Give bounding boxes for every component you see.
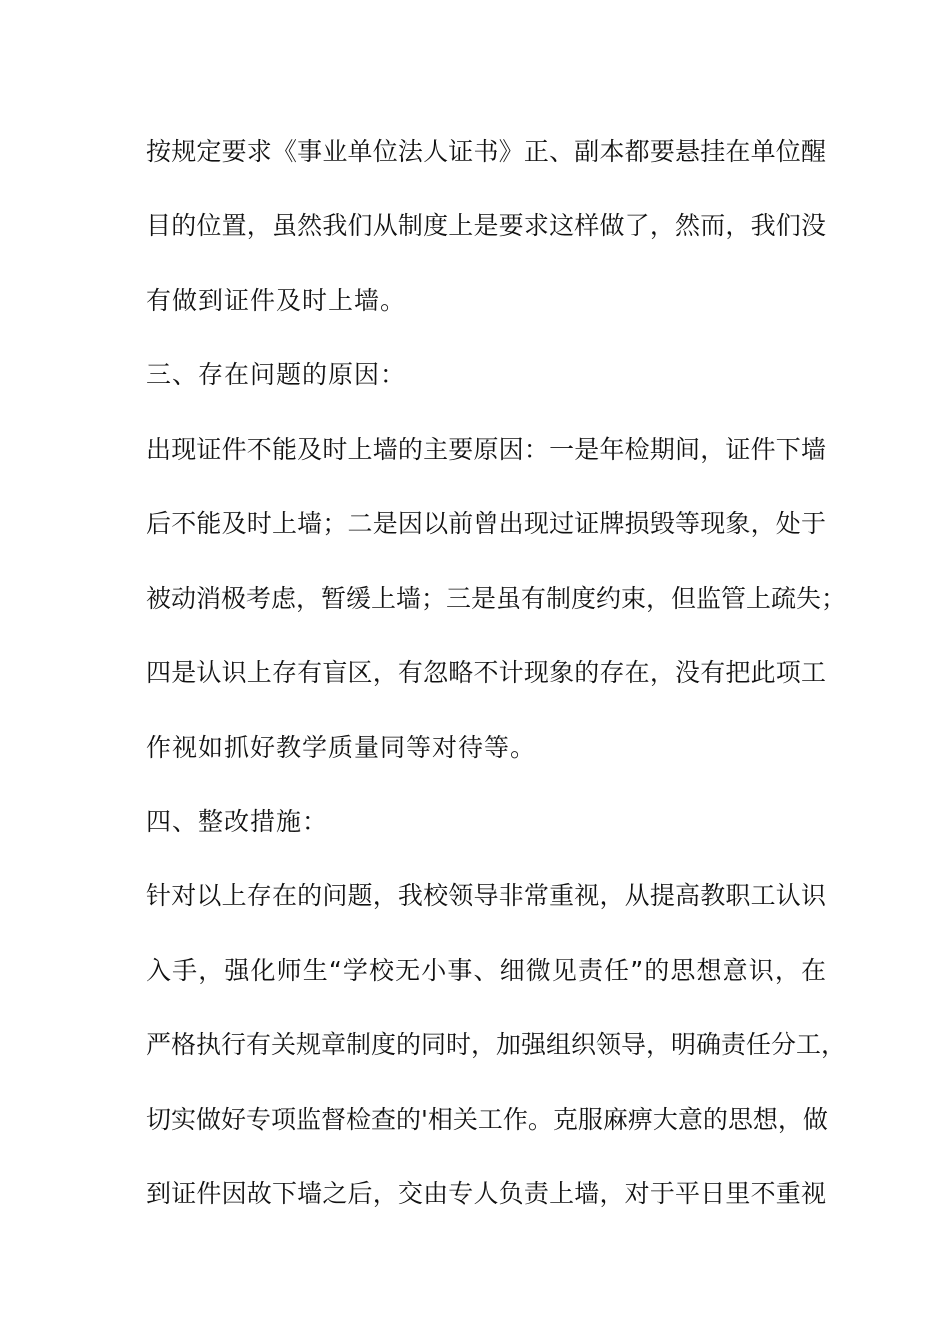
section-heading: 四、整改措施： — [146, 807, 329, 836]
text-line: 后不能及时上墙；二是因以前曾出现过证牌损毁等现象，处于 — [146, 509, 826, 538]
text-line: 切实做好专项监督检查的'相关工作。克服麻痹大意的思想，做 — [146, 1105, 828, 1134]
text-line: 针对以上存在的问题，我校领导非常重视，从提高教职工认识 — [146, 881, 826, 910]
text-line: 到证件因故下墙之后，交由专人负责上墙，对于平日里不重视 — [146, 1179, 826, 1208]
section-heading: 三、存在问题的原因： — [146, 360, 407, 389]
text-line: 严格执行有关规章制度的同时，加强组织领导，明确责任分工， — [146, 1030, 847, 1059]
text-line: 目的位置，虽然我们从制度上是要求这样做了，然而，我们没 — [146, 211, 826, 240]
text-line: 有做到证件及时上墙。 — [146, 286, 407, 315]
text-line: 四是认识上存有盲区，有忽略不计现象的存在，没有把此项工 — [146, 658, 826, 687]
text-line: 出现证件不能及时上墙的主要原因：一是年检期间，证件下墙 — [146, 435, 826, 464]
text-line: 按规定要求《事业单位法人证书》正、副本都要悬挂在单位醒 — [146, 137, 826, 166]
text-line: 作视如抓好教学质量同等对待等。 — [146, 733, 537, 762]
text-line: 被动消极考虑，暂缓上墙；三是虽有制度约束，但监管上疏失； — [146, 584, 847, 613]
text-line: 入手，强化师生“学校无小事、细微见责任”的思想意识，在 — [146, 956, 826, 985]
